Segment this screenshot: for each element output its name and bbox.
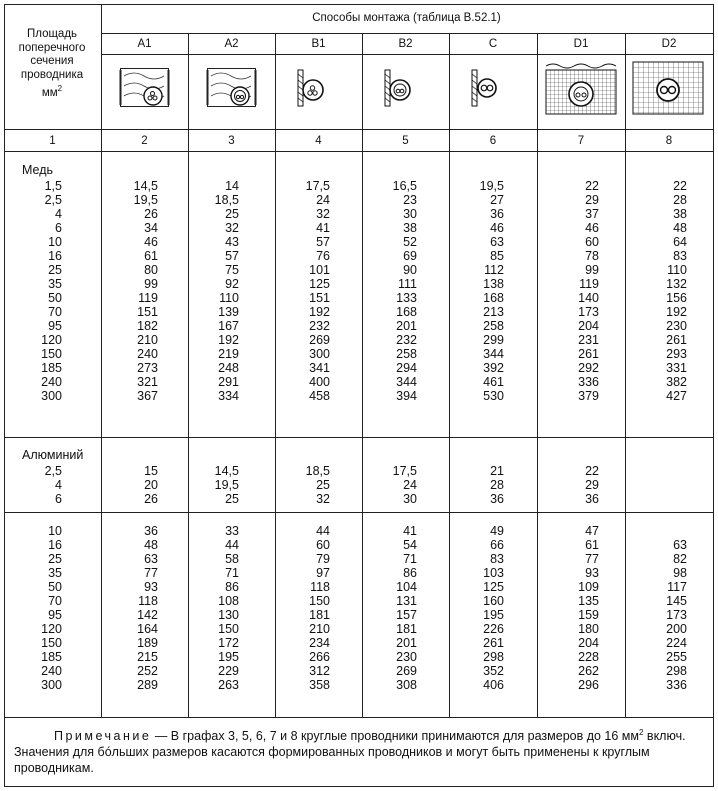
current-cell: 151	[137, 305, 158, 319]
current-cell: 19,5	[479, 179, 504, 193]
current-cell: 344	[483, 347, 504, 361]
column-number: 6	[489, 135, 497, 147]
current-cell: 182	[137, 319, 158, 333]
current-cell: 103	[483, 566, 504, 580]
current-cell: 22	[673, 179, 687, 193]
current-cell: 29	[585, 193, 599, 207]
current-cell: 192	[666, 305, 687, 319]
current-cell: 21	[490, 464, 504, 478]
current-cell: 119	[579, 277, 599, 291]
column-number: 1	[49, 135, 56, 147]
current-cell: 300	[309, 347, 330, 361]
current-cell: 125	[483, 580, 504, 594]
wall-conduit-icon	[298, 68, 328, 108]
current-cell: 201	[396, 319, 417, 333]
note-sup: 2	[639, 728, 644, 737]
cross-section-cell: 35	[48, 277, 62, 291]
grid-line	[4, 437, 714, 438]
current-cell: 226	[483, 622, 504, 636]
current-cell: 181	[396, 622, 417, 636]
current-cell: 112	[484, 263, 504, 277]
current-cell: 145	[666, 594, 687, 608]
current-cell: 36	[585, 492, 599, 506]
current-cell: 14,5	[214, 464, 239, 478]
current-cell: 57	[225, 249, 239, 263]
current-cell: 273	[137, 361, 158, 375]
current-cell: 101	[309, 263, 330, 277]
column-number: 3	[228, 135, 235, 147]
current-cell: 19,5	[133, 193, 158, 207]
current-cell: 93	[585, 566, 599, 580]
current-cell: 261	[578, 347, 599, 361]
current-cell: 92	[225, 277, 239, 291]
current-cell: 269	[396, 664, 417, 678]
current-cell: 86	[225, 580, 239, 594]
current-cell: 262	[578, 664, 599, 678]
current-cell: 54	[403, 538, 417, 552]
cross-section-cell: 25	[48, 552, 62, 566]
current-cell: 25	[316, 478, 330, 492]
cross-section-cell: 185	[41, 361, 62, 375]
current-cell: 213	[483, 305, 504, 319]
current-cell: 230	[396, 650, 417, 664]
current-cell: 117	[667, 580, 687, 594]
current-cell: 79	[316, 552, 330, 566]
current-cell: 160	[483, 594, 504, 608]
current-cell: 299	[483, 333, 504, 347]
current-cell: 132	[666, 277, 687, 291]
current-cell: 37	[585, 207, 599, 221]
current-cell: 24	[403, 478, 417, 492]
current-cell: 69	[403, 249, 417, 263]
current-cell: 18,5	[214, 193, 239, 207]
grid-line	[4, 717, 714, 718]
current-cell: 458	[309, 389, 330, 403]
current-cell: 392	[483, 361, 504, 375]
current-cell: 33	[225, 524, 239, 538]
current-cell: 367	[137, 389, 158, 403]
current-cell: 36	[490, 207, 504, 221]
method-code-7: D2	[661, 38, 677, 50]
current-cell: 189	[137, 636, 158, 650]
area-header-line: Площадь	[26, 28, 78, 40]
current-cell: 140	[578, 291, 599, 305]
grid-line	[101, 54, 714, 55]
grid-line	[4, 4, 5, 786]
current-cell: 394	[396, 389, 417, 403]
current-cell: 266	[309, 650, 330, 664]
cross-section-cell: 70	[48, 305, 62, 319]
current-cell: 47	[585, 524, 599, 538]
current-cell: 75	[225, 263, 239, 277]
method-code-1: A1	[137, 38, 152, 50]
current-cell: 530	[483, 389, 504, 403]
current-cell: 133	[396, 291, 417, 305]
cross-section-cell: 300	[41, 389, 62, 403]
current-cell: 32	[316, 492, 330, 506]
cross-section-cell: 95	[48, 319, 62, 333]
current-cell: 110	[667, 263, 687, 277]
insulated-wall-conduit-cable-icon	[207, 68, 256, 107]
current-cell: 18,5	[305, 464, 330, 478]
column-number: 4	[315, 135, 322, 147]
current-cell: 125	[309, 277, 330, 291]
current-cell: 168	[396, 305, 417, 319]
current-cell: 104	[396, 580, 417, 594]
cross-section-cell: 50	[48, 580, 62, 594]
current-cell: 232	[396, 333, 417, 347]
grid-line	[101, 33, 714, 34]
current-cell: 63	[144, 552, 158, 566]
grid-line	[4, 129, 714, 130]
current-cell: 43	[225, 235, 239, 249]
current-cell: 224	[666, 636, 687, 650]
current-cell: 296	[578, 678, 599, 692]
current-cell: 44	[225, 538, 239, 552]
cross-section-cell: 2,5	[44, 193, 62, 207]
current-cell: 164	[137, 622, 158, 636]
current-cell: 86	[403, 566, 417, 580]
grid-line	[4, 786, 714, 787]
current-cell: 17,5	[392, 464, 417, 478]
area-unit-sup: 2	[57, 84, 63, 93]
current-cell: 192	[218, 333, 239, 347]
current-cell: 292	[578, 361, 599, 375]
cross-section-cell: 1,5	[44, 179, 62, 193]
current-cell: 168	[483, 291, 504, 305]
current-cell: 195	[218, 650, 239, 664]
copper-label: Медь	[22, 163, 54, 177]
current-cell: 261	[483, 636, 504, 650]
current-cell: 66	[490, 538, 504, 552]
area-header-line: проводника	[20, 68, 84, 81]
current-cell: 60	[585, 235, 599, 249]
cross-section-cell: 150	[41, 636, 62, 650]
current-cell: 252	[137, 664, 158, 678]
current-cell: 156	[666, 291, 687, 305]
area-header	[6, 28, 98, 100]
current-cell: 255	[666, 650, 687, 664]
cross-section-cell: 4	[55, 478, 62, 492]
method-code-4: B2	[398, 38, 413, 50]
current-cell: 23	[403, 193, 417, 207]
current-cell: 195	[483, 608, 504, 622]
cross-section-cell: 150	[41, 347, 62, 361]
current-cell: 20	[144, 478, 158, 492]
current-cell: 151	[309, 291, 330, 305]
cross-section-cell: 95	[48, 608, 62, 622]
current-cell: 201	[396, 636, 417, 650]
wall-conduit-cable-icon	[385, 68, 415, 108]
current-cell: 382	[666, 375, 687, 389]
grid-line	[4, 4, 714, 5]
cross-section-cell: 70	[48, 594, 62, 608]
current-cell: 298	[666, 664, 687, 678]
current-cell: 41	[316, 221, 330, 235]
current-cell: 321	[137, 375, 158, 389]
current-cell: 58	[225, 552, 239, 566]
current-cell: 232	[309, 319, 330, 333]
column-number: 7	[577, 135, 585, 147]
methods-title: Способы монтажа (таблица В.52.1)	[312, 12, 501, 24]
current-cell: 44	[316, 524, 330, 538]
current-cell: 26	[144, 492, 158, 506]
current-cell: 27	[490, 193, 504, 207]
current-cell: 230	[666, 319, 687, 333]
current-cell: 36	[144, 524, 158, 538]
current-cell: 291	[218, 375, 239, 389]
current-cell: 119	[138, 291, 158, 305]
current-cell: 64	[673, 235, 687, 249]
method-code-6: D1	[573, 38, 589, 50]
current-cell: 219	[218, 347, 239, 361]
cross-section-cell: 10	[48, 235, 62, 249]
current-cell: 135	[578, 594, 599, 608]
grid-line	[101, 4, 102, 717]
current-cell: 30	[403, 207, 417, 221]
current-cell: 16,5	[392, 179, 417, 193]
current-cell: 406	[483, 678, 504, 692]
current-cell: 215	[137, 650, 158, 664]
column-number: 2	[141, 135, 148, 147]
current-cell: 234	[309, 636, 330, 650]
current-cell: 83	[673, 249, 687, 263]
cross-section-cell: 50	[48, 291, 62, 305]
current-cell: 261	[666, 333, 687, 347]
current-cell: 150	[309, 594, 330, 608]
note-label: Примечание	[54, 729, 152, 744]
current-cell: 85	[490, 249, 504, 263]
current-cell: 98	[673, 566, 687, 580]
current-cell: 25	[225, 207, 239, 221]
current-cell: 14,5	[133, 179, 158, 193]
current-cell: 109	[578, 580, 599, 594]
current-cell: 336	[666, 678, 687, 692]
current-cell: 159	[578, 608, 599, 622]
cross-section-cell: 240	[41, 664, 62, 678]
current-cell: 52	[403, 235, 417, 249]
current-cell: 180	[578, 622, 599, 636]
current-cell: 181	[309, 608, 330, 622]
current-cell: 269	[309, 333, 330, 347]
current-cell: 172	[218, 636, 239, 650]
current-cell: 38	[403, 221, 417, 235]
current-cell: 258	[483, 319, 504, 333]
current-cell: 80	[144, 263, 158, 277]
current-cell: 150	[218, 622, 239, 636]
current-cell: 14	[225, 179, 239, 193]
current-cell: 28	[490, 478, 504, 492]
method-code-2: A2	[224, 38, 239, 50]
note-text-cont: включ. Значения для бóльших размеров касаются формированных проводников и могут быть применены к круглым проводникам.	[14, 729, 686, 776]
current-cell: 15	[144, 464, 158, 478]
current-cell: 341	[309, 361, 330, 375]
current-cell: 336	[578, 375, 599, 389]
current-cell: 173	[578, 305, 599, 319]
current-cell: 29	[585, 478, 599, 492]
current-cell: 352	[483, 664, 504, 678]
current-cell: 248	[218, 361, 239, 375]
current-cell: 61	[585, 538, 599, 552]
current-cell: 331	[666, 361, 687, 375]
note-text: — В графах 3, 5, 6, 7 и 8 круглые проводники принимаются для размеров до 16 мм	[151, 729, 639, 744]
current-cell: 231	[578, 333, 599, 347]
current-cell: 344	[396, 375, 417, 389]
current-cell: 210	[309, 622, 330, 636]
current-cell: 99	[585, 263, 599, 277]
current-cell: 204	[578, 636, 599, 650]
current-cell: 167	[218, 319, 239, 333]
current-cell: 63	[673, 538, 687, 552]
current-cell: 461	[483, 375, 504, 389]
cross-section-cell: 6	[55, 492, 62, 506]
current-cell: 22	[585, 179, 599, 193]
current-cell: 49	[490, 524, 504, 538]
cross-section-cell: 300	[41, 678, 62, 692]
area-header-line: сечения	[30, 55, 74, 67]
current-cell: 32	[316, 207, 330, 221]
current-cell: 77	[144, 566, 158, 580]
current-cell: 25	[225, 492, 239, 506]
current-cell: 24	[316, 193, 330, 207]
current-cell: 379	[578, 389, 599, 403]
current-cell: 110	[219, 291, 239, 305]
current-cell: 263	[218, 678, 239, 692]
current-cell: 22	[585, 464, 599, 478]
current-cell: 298	[483, 650, 504, 664]
current-cell: 19,5	[214, 478, 239, 492]
current-cell: 97	[316, 566, 330, 580]
current-cell: 38	[673, 207, 687, 221]
cross-section-cell: 16	[48, 538, 62, 552]
current-cell: 71	[225, 566, 239, 580]
current-cell: 240	[137, 347, 158, 361]
current-cell: 48	[144, 538, 158, 552]
current-cell: 334	[218, 389, 239, 403]
current-cell: 82	[673, 552, 687, 566]
area-header-line: поперечного	[18, 41, 86, 54]
method-code-3: B1	[311, 38, 326, 50]
insulated-wall-conduit-icon	[120, 68, 169, 107]
current-cell: 90	[403, 263, 417, 277]
cross-section-cell: 35	[48, 566, 62, 580]
current-cell: 57	[316, 235, 330, 249]
current-cell: 32	[225, 221, 239, 235]
column-number: 5	[402, 135, 409, 147]
cross-section-cell: 185	[41, 650, 62, 664]
current-cell: 46	[585, 221, 599, 235]
current-cell: 108	[218, 594, 239, 608]
current-cell: 118	[310, 580, 330, 594]
current-cell: 228	[578, 650, 599, 664]
current-cell: 130	[218, 608, 239, 622]
current-cell: 46	[144, 235, 158, 249]
cross-section-cell: 25	[48, 263, 62, 277]
current-cell: 34	[144, 221, 158, 235]
current-cell: 78	[585, 249, 599, 263]
current-cell: 200	[666, 622, 687, 636]
current-cell: 61	[144, 249, 158, 263]
current-cell: 142	[137, 608, 158, 622]
current-cell: 118	[138, 594, 158, 608]
current-cell: 83	[490, 552, 504, 566]
current-cell: 294	[396, 361, 417, 375]
cross-section-cell: 6	[55, 221, 62, 235]
cross-section-cell: 240	[41, 375, 62, 389]
cross-section-cell: 120	[41, 622, 62, 636]
cross-section-cell: 2,5	[44, 464, 62, 478]
current-cell: 30	[403, 492, 417, 506]
cross-section-cell: 16	[48, 249, 62, 263]
area-header-line: мм	[41, 86, 58, 99]
current-cell: 293	[666, 347, 687, 361]
grid-line	[4, 151, 714, 152]
current-cell: 192	[309, 305, 330, 319]
current-cell: 26	[144, 207, 158, 221]
current-cell: 138	[483, 277, 504, 291]
grid-line	[4, 512, 714, 513]
note	[14, 725, 704, 776]
ground-direct-cable-icon	[633, 62, 703, 114]
current-cell: 71	[403, 552, 417, 566]
current-cell: 308	[396, 678, 417, 692]
current-cell: 77	[585, 552, 599, 566]
ground-duct-icon	[546, 62, 616, 114]
current-cell: 400	[309, 375, 330, 389]
current-cell: 76	[316, 249, 330, 263]
current-cell: 17,5	[305, 179, 330, 193]
current-cell: 46	[490, 221, 504, 235]
current-cell: 41	[403, 524, 417, 538]
current-cell: 204	[578, 319, 599, 333]
current-cell: 157	[396, 608, 417, 622]
cross-section-cell: 4	[55, 207, 62, 221]
current-cell: 93	[144, 580, 158, 594]
current-cell: 99	[144, 277, 158, 291]
current-cell: 139	[218, 305, 239, 319]
wall-clipped-cable-icon	[472, 68, 502, 108]
current-cell: 289	[137, 678, 158, 692]
column-number: 8	[665, 135, 673, 147]
current-cell: 312	[309, 664, 330, 678]
method-code-5: C	[488, 38, 498, 50]
cross-section-cell: 10	[48, 524, 62, 538]
current-cell: 131	[396, 594, 417, 608]
current-cell: 28	[673, 193, 687, 207]
current-cell: 63	[490, 235, 504, 249]
current-cell: 111	[397, 277, 417, 291]
current-cell: 427	[666, 389, 687, 403]
cross-section-cell: 120	[41, 333, 62, 347]
current-cell: 210	[137, 333, 158, 347]
grid-line	[713, 4, 714, 786]
current-cell: 229	[218, 664, 239, 678]
aluminium-label: Алюминий	[22, 448, 84, 462]
current-cell: 173	[666, 608, 687, 622]
current-cell: 60	[316, 538, 330, 552]
current-cell: 358	[309, 678, 330, 692]
current-cell: 36	[490, 492, 504, 506]
current-cell: 48	[673, 221, 687, 235]
current-cell: 258	[396, 347, 417, 361]
